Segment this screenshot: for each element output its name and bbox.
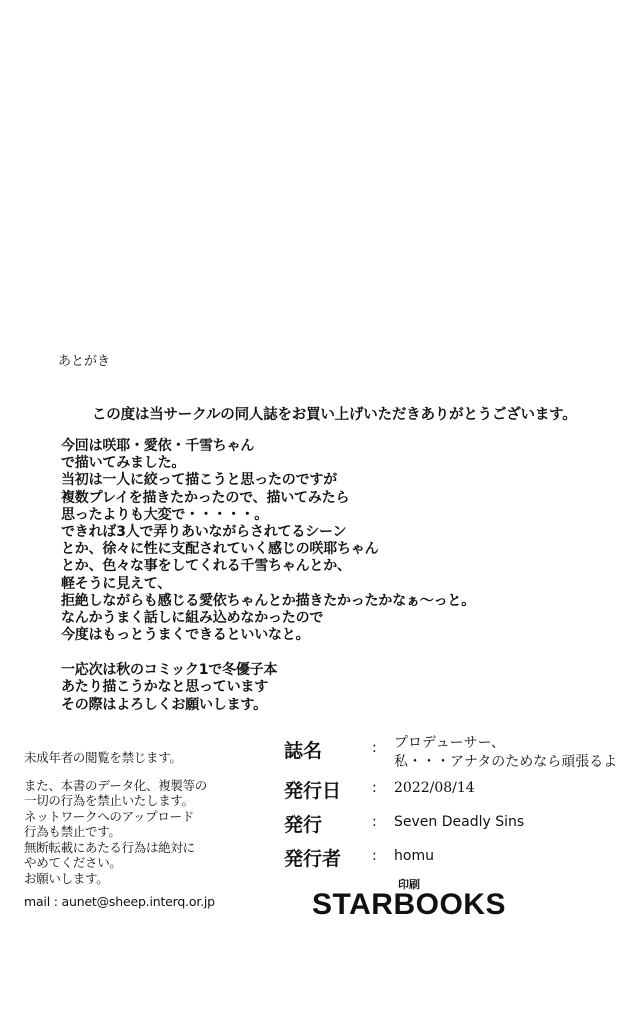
body-line: 当初は一人に絞って描こうと思ったのですが: [61, 472, 337, 489]
colon: :: [372, 814, 377, 830]
book-title-line: 私・・・アナタのためなら頑張るよ: [394, 754, 618, 770]
printer-name: STARBOOKS: [312, 888, 506, 921]
legal-notice: [24, 750, 207, 886]
publisher-label: 発行: [284, 814, 323, 836]
notice-line: 無断転載にあたる行為は絶対に: [24, 839, 195, 855]
afterword-heading: あとがき: [58, 354, 111, 369]
body-line: 思ったよりも大変で・・・・・。: [61, 506, 268, 523]
paragraph-gap: [61, 644, 475, 662]
contact-email: mail : aunet@sheep.interq.or.jp: [24, 894, 215, 909]
body-line: その際はよろしくお願いします。: [61, 696, 267, 713]
body-line: 今度はもっとうまくできるといいなと。: [61, 627, 310, 644]
notice-line: 一切の行為を禁止いたします。: [24, 793, 194, 808]
print-label: 印刷: [398, 878, 420, 891]
body-line: 一応次は秋のコミック1で冬優子本: [61, 662, 278, 679]
notice-line: 行為も禁止です。: [24, 824, 121, 839]
book-title-line: プロデューサー、: [394, 735, 506, 751]
body-line: とか、徐々に性に支配されていく感じの咲耶ちゃん: [61, 541, 379, 558]
body-line: なんかうまく話しに組み込めなかったので: [61, 609, 324, 626]
author-name: homu: [394, 848, 434, 864]
body-line: とか、色々な事をしてくれる千雪ちゃんとか、: [61, 558, 351, 575]
notice-line: お願いします。: [24, 870, 109, 886]
notice-line: やめてください。: [24, 855, 122, 870]
date-label: 発行日: [284, 780, 342, 802]
notice-line: また、本書のデータ化、複製等の: [24, 777, 208, 793]
colon: :: [372, 848, 377, 864]
body-line: あたり描こうかなと思っています: [61, 679, 268, 696]
book-title: [394, 734, 617, 772]
publish-date: 2022/08/14: [394, 780, 475, 796]
colon: :: [372, 780, 377, 796]
colon: :: [372, 740, 377, 756]
body-line: 拒絶しながらも感じる愛依ちゃんとか描きたかったかなぁ～っと。: [61, 592, 475, 609]
author-label: 発行者: [284, 848, 342, 870]
body-line: 複数プレイを描きたかったので、描いてみたら: [61, 489, 350, 506]
body-line: 今回は咲耶・愛依・千雪ちゃん: [61, 438, 255, 454]
body-line: で描いてみました。: [61, 455, 186, 472]
title-label: 誌名: [284, 740, 323, 762]
thanks-line: この度は当サークルの同人誌をお買い上げいただきありがとうございます。: [92, 407, 577, 423]
afterword-body: [61, 438, 475, 714]
notice-line: ネットワークへのアップロード: [24, 808, 194, 824]
age-restriction: 未成年者の閲覧を禁じます。: [24, 750, 182, 765]
body-line: 軽そうに見えて、: [61, 575, 172, 592]
publisher-name: Seven Deadly Sins: [394, 814, 525, 830]
body-line: できれば3人で弄りあいながらされてるシーン: [61, 523, 347, 540]
